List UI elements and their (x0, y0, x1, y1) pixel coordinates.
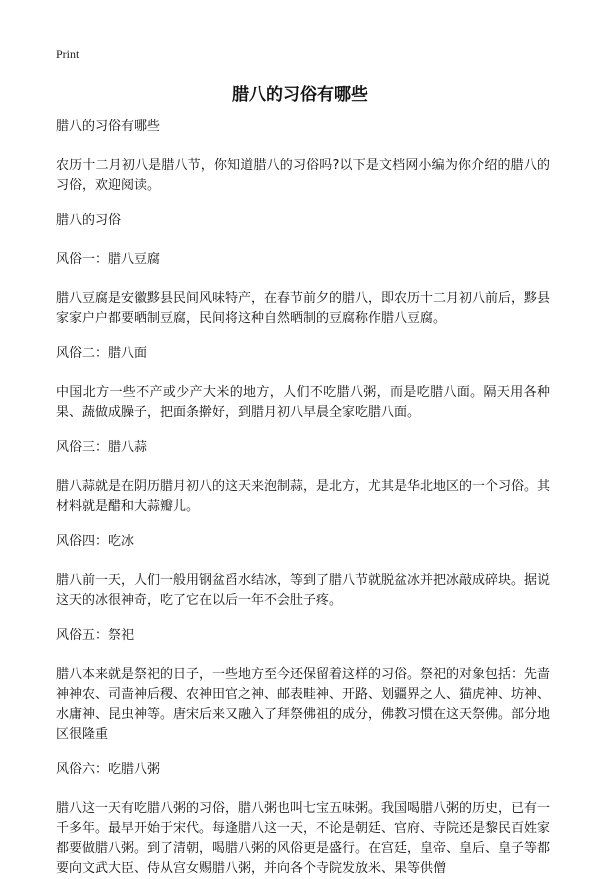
custom-paragraph-4: 腊八前一天，人们一般用钢盆舀水结冰，等到了腊八节就脱盆冰并把冰敲成碎块。据说这天的冰很神奇，吃了它在以后一年不会肚子疼。 (56, 573, 551, 608)
custom-heading-1: 风俗一：腊八豆腐 (56, 252, 161, 267)
custom-heading-2: 风俗二：腊八面 (56, 346, 148, 361)
custom-heading-3: 风俗三：腊八蒜 (56, 440, 148, 455)
custom-paragraph-1: 腊八豆腐是安徽黟县民间风味特产，在春节前夕的腊八，即农历十二月初八前后，黟县家家户户都要晒制豆腐，民间将这种自然晒制的豆腐称作腊八豆腐。 (56, 291, 551, 326)
custom-paragraph-5: 腊八本来就是祭祀的日子，一些地方至今还保留着这样的习俗。祭祀的对象包括：先啬神神农、司啬神后稷、农神田官之神、邮表畦神、开路、划疆界之人、猫虎神、坊神、水庸神、昆虫神等。唐宋后来又融入了拜祭佛祖的成分，佛教习惯在这天祭佛。部分地区很隆重 (56, 667, 551, 742)
custom-paragraph-2: 中国北方一些不产或少产大米的地方，人们不吃腊八粥，而是吃腊八面。隔天用各种果、蔬做成臊子，把面条擀好，到腊月初八早晨全家吃腊八面。 (56, 385, 550, 420)
intro-heading: 腊八的习俗有哪些 (56, 119, 161, 134)
document-body (56, 117, 550, 879)
custom-paragraph-3: 腊八蒜就是在阴历腊月初八的这天来泡制蒜，是北方，尤其是华北地区的一个习俗。其材料就是醋和大蒜瓣儿。 (56, 479, 551, 514)
custom-paragraph-6: 腊八这一天有吃腊八粥的习俗，腊八粥也叫七宝五味粥。我国喝腊八粥的历史，已有一千多年。最早开始于宋代。每逢腊八这一天，不论是朝廷、官府、寺院还是黎民百姓家都要做腊八粥。到了清朝，喝腊八粥的风俗更是盛行。在宫廷，皇帝、皇后、皇子等都要向文武大臣、侍从宫女赐腊八粥，并向各个寺院发放米、果等供僧 (56, 801, 551, 876)
custom-heading-6: 风俗六：吃腊八粥 (56, 762, 161, 777)
custom-heading-5: 风俗五：祭祀 (56, 628, 135, 643)
document-title: 腊八的习俗有哪些 (232, 85, 368, 105)
custom-heading-4: 风俗四：吃冰 (56, 534, 135, 549)
section-heading: 腊八的习俗 (56, 213, 122, 228)
print-label: Print (56, 47, 80, 61)
intro-paragraph: 农历十二月初八是腊八节，你知道腊八的习俗吗?以下是文档网小编为你介绍的腊八的习俗，欢迎阅读。 (56, 158, 550, 193)
